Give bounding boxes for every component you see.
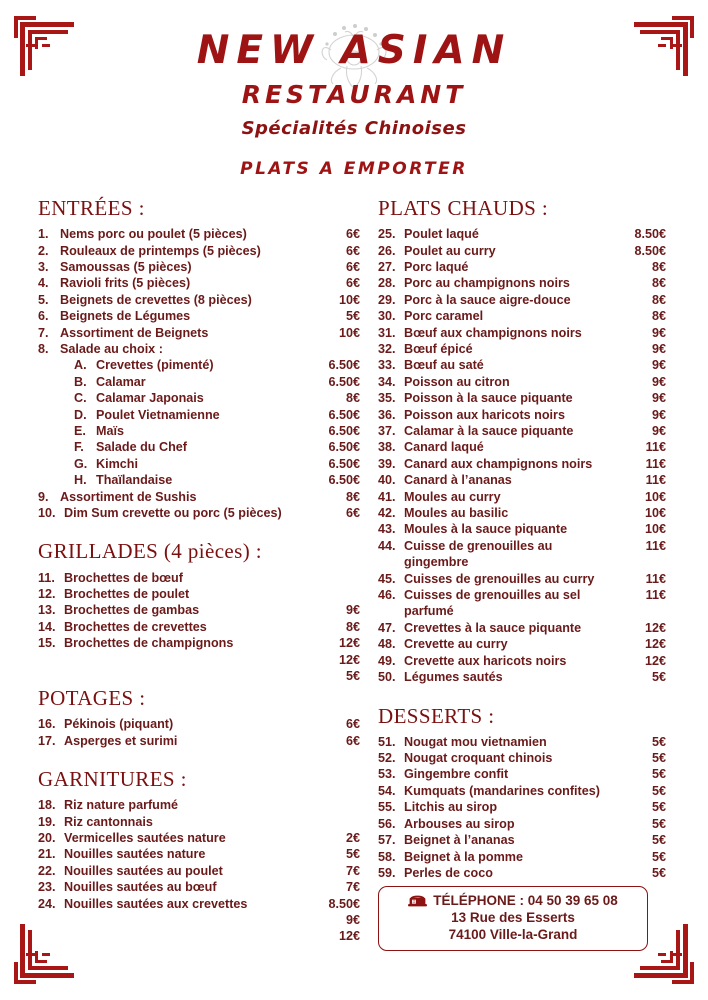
- item-number: 38.: [378, 440, 396, 455]
- menu-item: [378, 357, 666, 373]
- subitem-letter: C.: [74, 391, 87, 406]
- item-price: 10€: [644, 522, 666, 537]
- item-price: 5€: [651, 751, 666, 766]
- menu-item: [378, 489, 666, 505]
- menu-item: [378, 423, 666, 439]
- menu-item: [378, 456, 666, 472]
- item-number: 12.: [38, 587, 56, 601]
- menu-item: [38, 570, 360, 586]
- menu-item: [378, 587, 666, 620]
- menu-item: [378, 865, 666, 881]
- item-label: Riz nature parfumé: [64, 798, 179, 813]
- subitem-price: 6.50€: [328, 473, 360, 488]
- item-label: Calamar à la sauce piquante: [404, 424, 574, 439]
- item-price: 5€: [651, 783, 666, 798]
- item-price: 11€: [645, 440, 666, 455]
- menu-item: [38, 275, 360, 291]
- item-label: Porc à la sauce aigre-douce: [404, 292, 571, 307]
- item-label: Perles de coco: [404, 865, 493, 880]
- item-number: 26.: [378, 243, 396, 258]
- menu-item: [38, 259, 360, 275]
- menu-item: [378, 243, 666, 259]
- item-label: Cuisse de grenouilles au gingembre: [404, 538, 553, 570]
- subitem-letter: A.: [74, 358, 87, 373]
- item-price: 9€: [651, 391, 666, 406]
- menu-item-list: [378, 226, 666, 685]
- item-label: Pékinois (piquant): [64, 717, 174, 732]
- menu-item: [378, 521, 666, 537]
- item-number: 31.: [378, 325, 396, 340]
- item-price: 11€: [645, 473, 666, 488]
- menu-item: [38, 292, 360, 308]
- menu-subitem: [38, 472, 360, 488]
- brand-name-line1: NEW ASIAN: [196, 28, 512, 73]
- item-label: Samoussas (5 pièces): [60, 259, 192, 274]
- menu-item: [38, 896, 360, 927]
- subitem-price: 8€: [345, 391, 360, 406]
- subitem-label: Calamar: [96, 374, 146, 389]
- item-number: 49.: [378, 653, 396, 668]
- item-price: 12€: [644, 620, 666, 635]
- menu-item: [38, 226, 360, 242]
- item-label: Brochettes de poulet: [64, 587, 190, 601]
- item-price: 10€: [338, 325, 360, 340]
- item-price: 11€: [645, 571, 666, 586]
- menu-item: [38, 716, 360, 732]
- item-price: 10€: [644, 489, 666, 504]
- item-price: 8.50€: [328, 896, 360, 911]
- item-label: Canard aux champignons noirs: [404, 456, 593, 471]
- section-title: DESSERTS :: [378, 703, 495, 728]
- item-price: 12€: [338, 636, 360, 651]
- item-number: 10.: [38, 506, 56, 521]
- item-label: Rouleaux de printemps (5 pièces): [60, 243, 261, 258]
- takeaway-subtitle: PLATS A EMPORTER: [240, 159, 468, 179]
- item-price: 8€: [651, 276, 666, 291]
- item-number: 25.: [378, 227, 396, 242]
- menu-item: [378, 407, 666, 423]
- subitem-letter: F.: [74, 440, 84, 455]
- item-number: 44.: [378, 538, 396, 553]
- item-number: 51.: [378, 734, 396, 749]
- item-label: Poulet laqué: [404, 227, 479, 242]
- subitem-label: Crevettes (pimenté): [96, 358, 214, 373]
- menu-item: [378, 766, 666, 782]
- menu-item: [378, 832, 666, 848]
- item-price: 11€: [645, 588, 666, 603]
- item-price: 12€: [644, 637, 666, 652]
- menu-item-list: [38, 797, 360, 944]
- menu-item: [378, 783, 666, 799]
- menu-item: [378, 275, 666, 291]
- item-price: 10€: [644, 506, 666, 521]
- menu-subitem: [38, 407, 360, 423]
- item-price: 9€: [651, 358, 666, 373]
- menu-item: [378, 390, 666, 406]
- item-label: Vermicelles sautées nature: [64, 830, 226, 845]
- item-label: Crevette au curry: [404, 637, 508, 652]
- menu-item: [38, 912, 360, 944]
- item-price: 10€: [338, 292, 360, 307]
- item-price: 6€: [345, 506, 360, 521]
- menu-item: [378, 734, 666, 750]
- item-price: 5€: [651, 816, 666, 831]
- item-label: Poulet au curry: [404, 243, 496, 258]
- item-number: 45.: [378, 571, 396, 586]
- item-number: 6.: [38, 309, 49, 324]
- item-price: 8€: [345, 489, 360, 504]
- menu-item: [378, 750, 666, 766]
- menu-item: [378, 325, 666, 341]
- item-number: 27.: [378, 259, 396, 274]
- item-number: 3.: [38, 259, 49, 274]
- item-number: 55.: [378, 800, 396, 815]
- item-price: 6€: [345, 227, 360, 242]
- item-price: 8€: [651, 309, 666, 324]
- menu-subitem: [38, 456, 360, 472]
- item-number: 59.: [378, 865, 396, 880]
- item-label: Moules au curry: [404, 489, 501, 504]
- menu-section-grillades-4-pieces: [38, 539, 360, 684]
- menu-subitem: [38, 374, 360, 390]
- item-label: Brochettes de champignons: [64, 636, 234, 651]
- item-number: 54.: [378, 783, 396, 798]
- menu-item: [378, 226, 666, 242]
- item-label: Porc caramel: [404, 309, 484, 324]
- item-number: 1.: [38, 227, 49, 242]
- subitem-label: Maïs: [96, 424, 124, 439]
- subitem-label: Kimchi: [96, 456, 138, 471]
- item-label: Salade au choix :: [60, 341, 163, 356]
- menu-item: [378, 669, 666, 685]
- menu-item: [378, 571, 666, 587]
- item-number: 39.: [378, 456, 396, 471]
- item-label: Moules au basilic: [404, 506, 509, 521]
- menu-subitem: [38, 357, 360, 373]
- menu-item-list: [378, 734, 666, 882]
- menu-item: [378, 799, 666, 815]
- subitem-price: 6.50€: [328, 424, 360, 439]
- menu-item: [378, 505, 666, 521]
- item-label: Porc laqué: [404, 259, 469, 274]
- section-title: PLATS CHAUDS :: [378, 196, 549, 220]
- item-price: 8.50€: [634, 243, 666, 258]
- menu-subitem: [38, 390, 360, 406]
- item-label: Porc au champignons noirs: [404, 276, 570, 291]
- item-number: 2.: [38, 243, 49, 258]
- menu-item: [378, 849, 666, 865]
- item-label: Gingembre confit: [404, 767, 509, 782]
- item-price: 9€: [651, 374, 666, 389]
- menu-section-plats-chauds: [378, 196, 666, 686]
- item-number: 23.: [38, 880, 56, 895]
- item-price: 5€: [651, 800, 666, 815]
- subitem-letter: B.: [74, 374, 87, 389]
- section-title: GARNITURES :: [38, 766, 187, 791]
- item-price: 9€: [651, 325, 666, 340]
- menu-item: [38, 505, 360, 521]
- menu-item: [38, 652, 360, 684]
- subitem-label: Salade du Chef: [96, 440, 187, 455]
- item-number: 33.: [378, 358, 396, 373]
- item-price: 11€: [645, 538, 666, 553]
- item-number: 30.: [378, 309, 396, 324]
- item-label: Beignets de Légumes: [60, 309, 191, 324]
- contact-box: [378, 886, 648, 951]
- item-label: Nouilles sautées au bœuf: [64, 880, 217, 895]
- item-price: 8€: [345, 619, 360, 634]
- item-price: 12€: [644, 653, 666, 668]
- item-price: 6€: [345, 259, 360, 274]
- item-price: 5€: [651, 734, 666, 749]
- item-label: Nouilles sautées au poulet: [64, 863, 223, 878]
- subitem-label: Thaïlandaise: [96, 473, 173, 488]
- item-number: 57.: [378, 833, 396, 848]
- item-label: Assortiment de Beignets: [60, 325, 209, 340]
- item-label: Cuisses de grenouilles au sel parfumé: [404, 588, 581, 619]
- phone-row: [387, 893, 639, 908]
- item-number: 42.: [378, 506, 396, 521]
- subitem-label: Calamar Japonais: [96, 391, 204, 406]
- item-number: 43.: [378, 522, 396, 537]
- item-price: 6€: [345, 733, 360, 748]
- menu-item-list: [38, 226, 360, 521]
- item-price: 12€: [338, 652, 360, 667]
- menu-item: [38, 489, 360, 505]
- item-label: Brochettes de gambas: [64, 603, 200, 618]
- item-number: 14.: [38, 619, 56, 634]
- menu-subitem: [38, 423, 360, 439]
- item-label: Nougat croquant chinois: [404, 751, 553, 766]
- item-price: 9€: [651, 424, 666, 439]
- subitem-letter: G.: [74, 456, 88, 471]
- menu-item: [38, 797, 360, 813]
- item-number: 24.: [38, 896, 56, 911]
- item-label: Moules à la sauce piquante: [404, 522, 568, 537]
- item-label: Poisson à la sauce piquante: [404, 391, 573, 406]
- item-label: Riz cantonnais: [64, 814, 153, 829]
- item-price: 5€: [651, 865, 666, 880]
- item-label: Poisson aux haricots noirs: [404, 407, 565, 422]
- item-number: 4.: [38, 276, 49, 291]
- item-label: Assortiment de Sushis: [60, 489, 197, 504]
- subitem-price: 6.50€: [328, 456, 360, 471]
- item-label: Légumes sautés: [404, 670, 503, 685]
- item-number: 47.: [378, 620, 396, 635]
- item-price: 5€: [651, 833, 666, 848]
- city-address: 74100 Ville-la-Grand: [448, 927, 578, 942]
- item-price: 2€: [345, 830, 360, 845]
- menu-column-left: [38, 196, 360, 944]
- item-number: 16.: [38, 717, 56, 732]
- menu-item: [38, 635, 360, 667]
- section-title: GRILLADES (4 pièces) :: [38, 539, 262, 564]
- item-label: Crevette aux haricots noirs: [404, 653, 567, 668]
- item-price: 8€: [651, 259, 666, 274]
- item-label: Ravioli frits (5 pièces): [60, 276, 191, 291]
- subitem-price: 6.50€: [328, 358, 360, 373]
- item-label: Beignet à la pomme: [404, 849, 523, 864]
- item-price: 7€: [345, 863, 360, 878]
- menu-subitem: [38, 439, 360, 455]
- item-price: 12€: [338, 929, 360, 944]
- item-number: 52.: [378, 751, 396, 766]
- menu-item: [38, 341, 360, 357]
- menu-item: [38, 733, 360, 749]
- menu-header: [0, 18, 708, 179]
- item-label: Kumquats (mandarines confites): [404, 783, 600, 798]
- item-number: 40.: [378, 473, 396, 488]
- item-number: 8.: [38, 341, 49, 356]
- item-price: 6€: [345, 717, 360, 732]
- item-label: Canard à l’ananas: [404, 473, 512, 488]
- item-price: 6€: [345, 276, 360, 291]
- item-price: 9€: [651, 407, 666, 422]
- tagline: Spécialités Chinoises: [241, 118, 467, 139]
- item-label: Bœuf aux champignons noirs: [404, 325, 582, 340]
- subitem-price: 6.50€: [328, 374, 360, 389]
- item-price: 5€: [345, 669, 360, 684]
- item-price: 8€: [651, 292, 666, 307]
- menu-item: [38, 308, 360, 324]
- menu-section-garnitures: [38, 766, 360, 944]
- menu-item: [378, 538, 666, 571]
- item-number: 17.: [38, 733, 56, 748]
- item-number: 37.: [378, 424, 396, 439]
- item-number: 13.: [38, 603, 56, 618]
- item-number: 48.: [378, 637, 396, 652]
- item-number: 53.: [378, 767, 396, 782]
- item-price: 8.50€: [634, 227, 666, 242]
- item-label: Bœuf épicé: [404, 341, 473, 356]
- item-label: Poisson au citron: [404, 374, 510, 389]
- item-label: Litchis au sirop: [404, 800, 498, 815]
- menu-item: [378, 816, 666, 832]
- item-number: 46.: [378, 588, 396, 603]
- item-label: Canard laqué: [404, 440, 484, 455]
- item-price: 11€: [645, 456, 666, 471]
- item-label: Brochettes de crevettes: [64, 619, 207, 634]
- item-number: 29.: [378, 292, 396, 307]
- menu-item: [378, 341, 666, 357]
- menu-item: [378, 292, 666, 308]
- item-label: Dim Sum crevette ou porc (5 pièces): [64, 506, 282, 521]
- item-label: Crevettes à la sauce piquante: [404, 620, 582, 635]
- item-number: 18.: [38, 798, 56, 813]
- item-number: 41.: [378, 489, 396, 504]
- item-label: Nougat mou vietnamien: [404, 734, 547, 749]
- subitem-letter: E.: [74, 424, 86, 439]
- item-label: Beignet à l’ananas: [404, 833, 515, 848]
- item-number: 34.: [378, 374, 396, 389]
- item-price: 9€: [345, 912, 360, 927]
- item-price: 5€: [651, 767, 666, 782]
- menu-item: [378, 374, 666, 390]
- menu-item: [378, 308, 666, 324]
- item-price: 7€: [345, 880, 360, 895]
- item-label: Nouilles sautées aux crevettes: [64, 896, 248, 911]
- menu-section-entrees: [38, 196, 360, 521]
- item-price: 9€: [651, 341, 666, 356]
- item-number: 32.: [378, 341, 396, 356]
- item-price: 5€: [651, 670, 666, 685]
- menu-section-desserts: [378, 704, 666, 882]
- item-number: 28.: [378, 276, 396, 291]
- item-number: 56.: [378, 816, 396, 831]
- item-label: Nems porc ou poulet (5 pièces): [60, 227, 247, 242]
- subitem-letter: H.: [74, 473, 87, 488]
- section-title: ENTRÉES :: [38, 196, 145, 220]
- menu-item: [38, 325, 360, 341]
- menu-item: [378, 472, 666, 488]
- item-number: 15.: [38, 636, 56, 651]
- subitem-label: Poulet Vietnamienne: [96, 407, 220, 422]
- item-number: 50.: [378, 670, 396, 685]
- item-label: Nouilles sautées nature: [64, 847, 206, 862]
- item-number: 35.: [378, 391, 396, 406]
- brand-name-line2: RESTAURANT: [241, 80, 467, 109]
- menu-item: [378, 653, 666, 669]
- item-number: 11.: [38, 570, 55, 585]
- menu-item-list: [38, 716, 360, 749]
- section-title: POTAGES :: [38, 686, 146, 711]
- item-label: Asperges et surimi: [64, 733, 178, 748]
- corner-ornament-bottom-left: [12, 924, 74, 986]
- item-number: 58.: [378, 849, 396, 864]
- item-label: Brochettes de bœuf: [64, 570, 183, 585]
- menu-item-list: [38, 570, 360, 684]
- menu-item: [378, 620, 666, 636]
- menu-item: [378, 439, 666, 455]
- phone-label: TÉLÉPHONE : 04 50 39 65 08: [433, 893, 618, 908]
- menu-column-right: [378, 196, 666, 883]
- menu-item: [378, 636, 666, 652]
- item-number: 22.: [38, 863, 56, 878]
- item-number: 20.: [38, 830, 56, 845]
- item-label: Cuisses de grenouilles au curry: [404, 571, 595, 586]
- subitem-price: 6.50€: [328, 440, 360, 455]
- item-number: 19.: [38, 814, 56, 829]
- menu-section-potages: [38, 686, 360, 749]
- item-number: 5.: [38, 292, 49, 307]
- subitem-letter: D.: [74, 407, 87, 422]
- restaurant-logo: [0, 18, 708, 114]
- street-address: 13 Rue des Esserts: [451, 910, 575, 925]
- item-label: Beignets de crevettes (8 pièces): [60, 292, 252, 307]
- item-price: 9€: [345, 603, 360, 618]
- item-price: 5€: [345, 847, 360, 862]
- telephone-icon: [408, 893, 427, 908]
- item-label: Bœuf au saté: [404, 358, 484, 373]
- item-number: 21.: [38, 847, 56, 862]
- menu-item: [378, 259, 666, 275]
- item-number: 7.: [38, 325, 49, 340]
- item-number: 36.: [378, 407, 396, 422]
- item-label: Arbouses au sirop: [404, 816, 515, 831]
- item-price: 5€: [345, 309, 360, 324]
- subitem-price: 6.50€: [328, 407, 360, 422]
- menu-item: [38, 243, 360, 259]
- item-price: 5€: [651, 849, 666, 864]
- item-price: 6€: [345, 243, 360, 258]
- item-number: 9.: [38, 489, 49, 504]
